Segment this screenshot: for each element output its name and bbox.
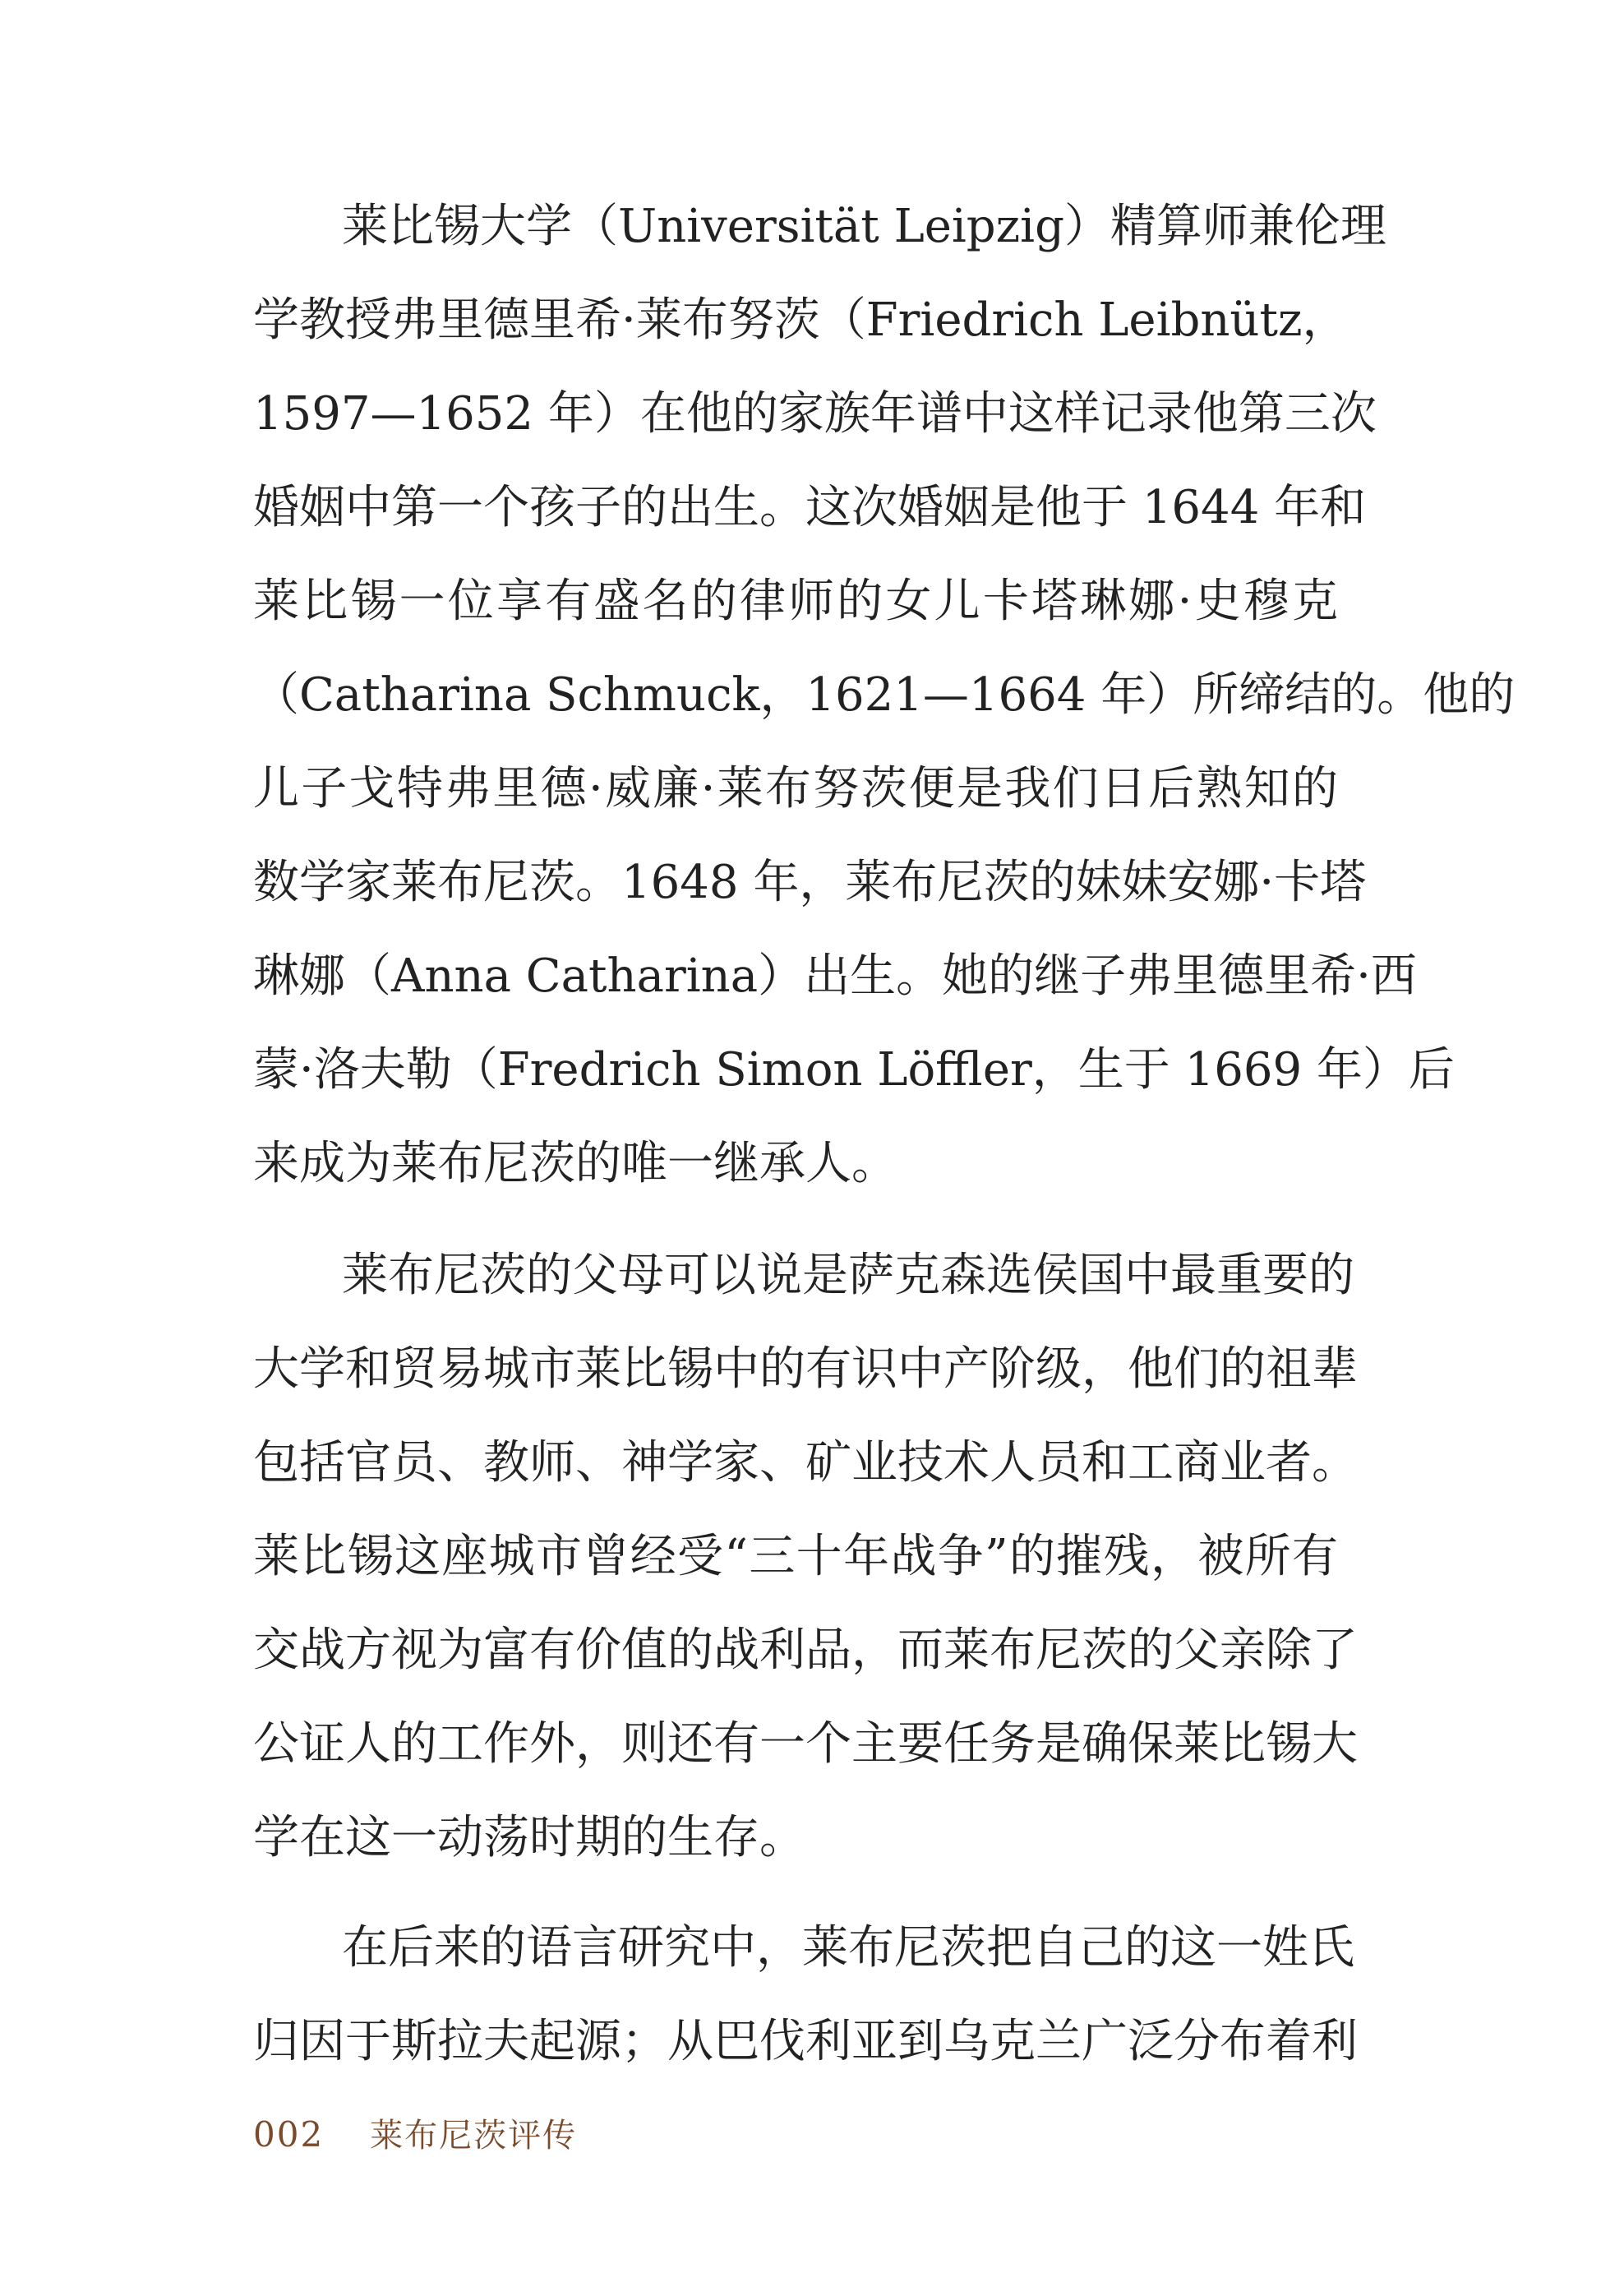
- text-line: 婚姻中第一个孩子的出生。这次婚姻是他于 1644 年和: [253, 481, 1367, 534]
- text-line: 莱布尼茨的父母可以说是萨克森选侯国中最重要的: [342, 1249, 1354, 1302]
- text-line: 1597—1652 年）在他的家族年谱中这样记录他第三次: [253, 387, 1377, 441]
- text-line: 包括官员、教师、神学家、矿业技术人员和工商业者。: [253, 1436, 1358, 1490]
- text-line: 莱比锡一位享有盛名的律师的女儿卡塔琳娜·史穆克: [253, 575, 1338, 628]
- text-line: 蒙·洛夫勒（Fredrich Simon Löffler，生于 1669 年）后: [253, 1043, 1455, 1097]
- page-number: 002: [253, 2114, 325, 2155]
- text-line: 来成为莱布尼茨的唯一继承人。: [253, 1137, 897, 1190]
- page-footer: [253, 2109, 577, 2159]
- text-line: 莱比锡大学（Universität Leipzig）精算师兼伦理: [342, 200, 1386, 253]
- text-line: 大学和贸易城市莱比锡中的有识中产阶级，他们的祖辈: [253, 1342, 1358, 1396]
- text-line: 数学家莱布尼茨。1648 年，莱布尼茨的妹妹安娜·卡塔: [253, 856, 1367, 909]
- text-line: 在后来的语言研究中，莱布尼茨把自己的这一姓氏: [342, 1921, 1354, 1975]
- text-line: 学在这一动荡时期的生存。: [253, 1811, 805, 1864]
- text-line: （Catharina Schmuck，1621—1664 年）所缔结的。他的: [253, 668, 1516, 722]
- text-line: 儿子戈特弗里德·威廉·莱布努茨便是我们日后熟知的: [253, 762, 1338, 815]
- text-line: 归因于斯拉夫起源；从巴伐利亚到乌克兰广泛分布着利: [253, 2015, 1358, 2068]
- book-title: 莱布尼茨评传: [370, 2117, 578, 2155]
- text-line: 学教授弗里德里希·莱布努茨（Friedrich Leibnütz，: [253, 293, 1349, 347]
- text-line: 公证人的工作外，则还有一个主要任务是确保莱比锡大: [253, 1717, 1358, 1771]
- text-line: 琳娜（Anna Catharina）出生。她的继子弗里德里希·西: [253, 949, 1417, 1003]
- text-line: 交战方视为富有价值的战利品，而莱布尼茨的父亲除了: [253, 1624, 1358, 1677]
- text-line: 莱比锡这座城市曾经受“三十年战争”的摧残，被所有: [253, 1530, 1338, 1583]
